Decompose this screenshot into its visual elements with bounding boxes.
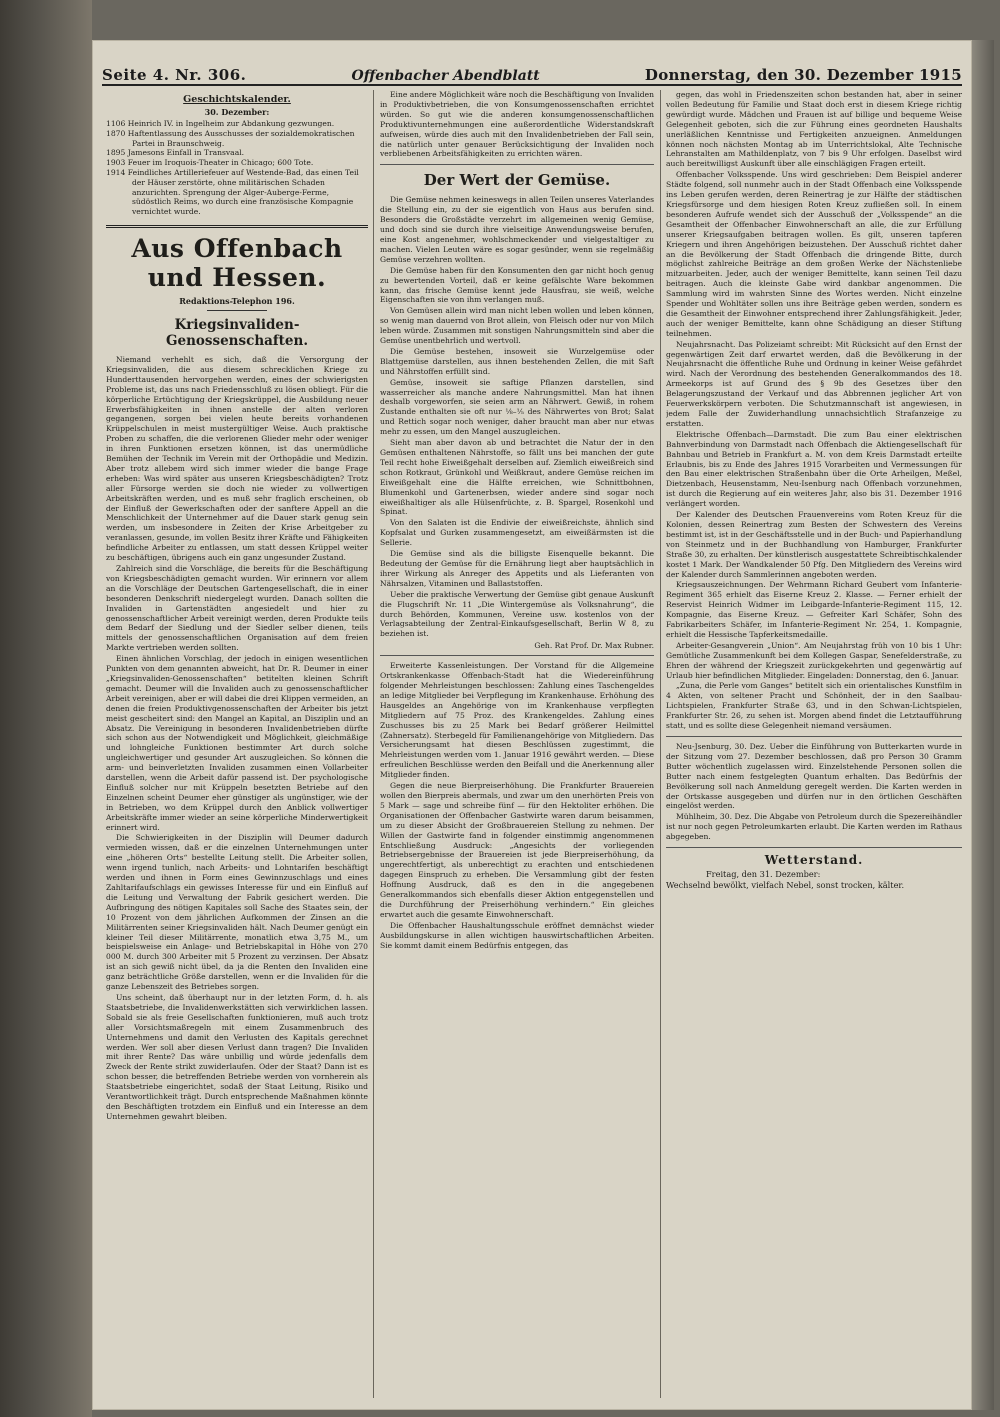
newspaper-page bbox=[92, 40, 972, 1410]
calendar-list bbox=[106, 119, 368, 217]
divider bbox=[380, 164, 654, 165]
paragraph: Von den Salaten ist die Endivie der eiweißreichste, ähnlich sind Kopfsalat und Gurken zusammengesetzt, am eiweißärmsten ist die Sellerie. bbox=[380, 518, 654, 548]
calendar-entry: 1870 Haftentlassung des Ausschusses der sozialdemokratischen Partei in Braunschweig. bbox=[106, 128, 355, 148]
local-news bbox=[666, 90, 962, 842]
paragraph: Die Gemüse bestehen, insoweit sie Wurzelgemüse oder Blattgemüse darstellen, aus ihnen bestehenden Zellen, die mit Saft und Nährstoffen erfüllt sind. bbox=[380, 346, 654, 376]
article-continuation bbox=[380, 90, 654, 159]
section-divider bbox=[106, 225, 368, 228]
article-signature: Geh. Rat Prof. Dr. Max Rubner. bbox=[534, 641, 654, 651]
paragraph: Uns scheint, daß überhaupt nur in der letzten Form, d. h. als Staatsbetriebe, die Invalidenwerkstätten sich verwirklichen lassen. Sobald sie als freie Gesellschaften funktionieren, muß auch trotz aller Vorsichtsmaßregeln mit einem Zusammenbruch des Unternehmens und damit den Verlusten des Kapitals gerechnet werden. Wer soll aber diesen Verlust dann tragen? Die Invaliden mit ihrer Rente? Das wäre unbillig und würde jedenfalls dem Zweck der Rente strikt zuwiderlaufen. Oder der Staat? Dann ist es schon besser, die betreffenden Betriebe werden von vornherein als Staatsbetriebe eingerichtet, sodaß der Staat Leitung, Risiko und Verantwortlichkeit trägt. Durch entsprechende Maßnahmen könnte den Beschäftigten trotzdem ein Einfluß und ein Interesse an dem Unternehmen gewahrt bleiben. bbox=[106, 992, 368, 1121]
weather-title: Wetterstand. bbox=[764, 853, 864, 868]
paragraph: Die Gemüse sind als die billigste Eisenquelle bekannt. Die Bedeutung der Gemüse für die Ernährung liegt aber hauptsächlich in ihrer Wirkung als Anreger des Appetits und als Lieferanten von Nährsalzen, Vitaminen und Ballaststoffen. bbox=[380, 549, 654, 588]
paragraph: Zahlreich sind die Vorschläge, die bereits für die Beschäftigung von Kriegsbeschädigten gemacht wurden. Wir erinnern vor allem an die Vorschläge der Deutschen Gartengesellschaft, die in einer besonderen Denkschrift niedergelegt wurden. Danach sollten die Invaliden in Gartenstädten angesiedelt und hier zu genossenschaftlicher Arbeit vereinigt werden, deren Produkte teils dem Bedarf der Siedlung und der Siedler selber dienen, teils mittels der genossenschaftlichen Organisation auf dem freien Markte vertrieben werden sollten. bbox=[106, 564, 368, 653]
notice: Elektrische Offenbach—Darmstadt. Die zum Bau einer elektrischen Bahnverbindung von Darmstadt nach Offenbach die Aktiengesellschaft für Bahnbau und Betrieb in Frankfurt a. M. von dem Kreis Darmstadt erteilte Erlaubnis, bis zu Ende des Jahres 1915 Vorarbeiten und Vermessungen für den Bau einer elektrischen Straßenbahn über die Orte Arheilgen, Meßel, Dietzenbach, Heusenstamm, Neu-Isenburg nach Offenbach vorzunehmen, ist durch die Regierung auf ein weiteres Jahr, also bis 31. Dezember 1916 verlängert worden. bbox=[666, 429, 962, 509]
calendar-entry: 1914 Feindliches Artilleriefeuer auf Westende-Bad, das einen Teil der Häuser zerstörte, ohne militärischen Schaden anzurichten. Sprengung der Alger-Auberge-Ferme, südöstlich Reims, wo durch eine französische Kompagnie vernichtet wurde. bbox=[106, 167, 359, 217]
divider bbox=[207, 310, 267, 311]
section-title: Aus Offenbach und Hessen. bbox=[131, 233, 343, 292]
page-number: Seite 4. Nr. 306. bbox=[102, 66, 247, 84]
notice: Kriegsauszeichnungen. Der Wehrmann Richard Geubert vom Infanterie-Regiment 365 erhielt das Eiserne Kreuz 2. Klasse. — Ferner erhielt der Reservist Heinrich Widmer im Leibgarde-Infanterie-Regiment 115, 12. Kompagnie, das Eiserne Kreuz. — Gefreiter Karl Schäfer, Sohn des Fabrikarbeiters Schäfer, im Infanterie-Regiment Nr. 254, 1. Kompagnie, erhielt die Hessische Tapferkeitsmedaille. bbox=[666, 580, 962, 639]
notice: Mühlheim, 30. Dez. Die Abgabe von Petroleum durch die Spezereihändler ist nur noch gegen Petroleumkarten erlaubt. Die Karten werden im Rathaus abgegeben. bbox=[666, 812, 962, 842]
notice: Erweiterte Kassenleistungen. Der Vorstand für die Allgemeine Ortskrankenkasse Offenbach-Stadt hat die Wiedereinführung folgender Mehrleistungen beschlossen: Zahlung eines Taschengeldes an ledige Mitglieder bei Verpflegung im Krankenhause. Erhöhung des Hausgeldes an Angehörige von im Krankenhause verpflegten Mitgliedern auf 75 Proz. des Krankengeldes. Zahlung eines Zuschusses bis zu 25 Mark bei Bedarf größerer Heilmittel (Zahnersatz). Sterbegeld für Familienangehörige von Mitgliedern. Das Versicherungsamt hat diesen Beschlüssen zugestimmt, die Mehrleistungen werden vom 1. Januar 1916 gewährt werden. — Diese erfreulichen Beschlüsse werden den Beifall und die Anerkennung aller Mitglieder finden. bbox=[380, 661, 654, 780]
paragraph: Niemand verhehlt es sich, daß die Versorgung der Kriegsinvaliden, die aus diesem schrecklichen Kriege zu Hunderttausenden hervorgehen werden, eines der schwierigsten Probleme ist, das uns nach Friedensschluß zu lösen obliegt. Für die körperliche Ertüchtigung der Kriegskrüppel, die Ausbildung neuer Erwerbsfähigkeiten in ihnen anstelle der alten verloren gegangenen, sorgen bei vielen heute bereits vorhandenen Krüppelschulen in meist mustergültiger Weise. Auch praktische Proben zu schaffen, die die verlorenen Glieder mehr oder weniger in ihren Funktionen ersetzen können, ist das unermüdliche Bemühen der Technik im Verein mit der Orthopädie und Medizin. Aber trotz allebem wird sich immer wieder die bange Frage erheben: Was wird später aus unseren Kriegsbeschädigten? Trotz aller Fürsorge werden sie doch nie wieder zu vollwertigen Arbeitskräften werden, und es muß sehr fraglich erscheinen, ob der Einfluß der Gewerkschaften oder der sanftere Appell an die Menschlichkeit der Unternehmer auf die Dauer stark genug sein werden, um insbesondere in Zeiten der Krise Arbeitgeber zu veranlassen, gesunde, im vollen Besitz ihrer Kräfte und Fähigkeiten befindliche Arbeiter zu entlassen, um statt dessen Krüppel weiter zu beschäftigen, übrigens auch ein ganz ungesunder Zustand. bbox=[106, 354, 368, 563]
book-binding bbox=[0, 0, 92, 1417]
page-header bbox=[102, 58, 962, 86]
notice: Offenbacher Volksspende. Uns wird geschrieben: Dem Beispiel anderer Städte folgend, soll nunmehr auch in der Stadt Offenbach eine Volksspende ins Leben gerufen werden, deren Reinertrag je zur Hälfte der städtischen Kriegsfürsorge und dem hiesigen Roten Kreuz zufließen soll. In einem besonderen Aufrufe wendet sich der Ausschuß der „Volksspende“ an die Gesamtheit der Offenbacher Einwohnerschaft an alle, die zur Erfüllung unserer Kriegsaufgaben beitragen wollen. Es gilt, unseren tapferen Kriegern und ihren Angehörigen beizustehen. Der Ausschuß richtet daher an die Bevölkerung der Stadt Offenbach die dringende Bitte, durch möglichst zahlreiche Beiträge an dem großen Werke der Nächstenliebe mitzuarbeiten. Jeder, auch der weniger Bemittelte, kann seinen Teil dazu beitragen. Auch die kleinste Gabe wird dankbar angenommen. Die Sammlung wird im wahrsten Sinne des Wortes werden. Nicht einzelne Spender und Wohltäter sollen uns ihre Beiträge geben werden, sondern es die Gesamtheit der Einwohner entsprechend ihrer Zahlungsfähigkeit. Jeder, auch der weniger Bemittelte, kann ohne Schädigung an dieser Stiftung teilnehmen. bbox=[666, 170, 962, 338]
paragraph: Sieht man aber davon ab und betrachtet die Natur der in den Gemüsen enthaltenen Nährstoffe, so fällt uns bei manchen der gute Teil recht hohe Eiweißgehalt derselben auf. Ziemlich eiweißreich sind schon Rotkraut, Grünkohl und Weißkraut, andere Gemüse reichen im Eiweißgehalt eine die Hälfte erreichen, wie Schnittbohnen, Blumenkohl und Gartenerbsen, wieder andere sind sogar noch eiweißhaltiger als alle Hülsenfrüchte, z. B. Spargel, Rosenkohl und Spinat. bbox=[380, 438, 654, 517]
paper-title: Offenbacher Abendblatt bbox=[351, 68, 540, 84]
calendar-entry: 1106 Heinrich IV. in Ingelheim zur Abdankung gezwungen. bbox=[106, 119, 335, 128]
weather-date: Freitag, den 31. Dezember: bbox=[706, 869, 821, 880]
paragraph: Die Gemüse nehmen keineswegs in allen Teilen unseres Vaterlandes die Stellung ein, zu der sie eigentlich von Haus aus berufen sind. Besonders die Großstädte verzehrt im allgemeinen wenig Gemüse, und doch sind sie durch ihre vielseitige Anwendungsweise berufen, eine Kost angenehmer, wohlschmeckender und vielgestaltiger zu machen. Vielen Leuten wäre es sogar gesünder, wenn sie regelmäßig Gemüse verzehren wollten. bbox=[380, 195, 654, 264]
calendar-entry: 1895 Jamesons Einfall in Transvaal. bbox=[106, 148, 245, 158]
notice: Die Offenbacher Haushaltungsschule eröffnet demnächst wieder Ausbildungskurse in allen wichtigen hauswirtschaftlichen Arbeiten. Sie kommt damit einem Bedürfnis entgegen, das bbox=[380, 920, 654, 950]
paragraph: Einen ähnlichen Vorschlag, der jedoch in einigen wesentlichen Punkten von dem genannten abweicht, hat Dr. R. Deumer in einer „Kriegsinvaliden-Genossenschaften“ betitelten kleinen Schrift gemacht. Deumer will die Invaliden auch zu genossenschaftlicher Arbeit vereinigen, aber er will dabei die drei Klippen vermeiden, an denen die freien Produktivgenossenschaften der Arbeiter bis jetzt meist gescheitert sind: den Mangel an Kapital, an Disziplin und an Absatz. Die Vereinigung in besonderen Invalidenbetrieben dürfte sich schon aus der Notwendigkeit und Möglichkeit, gleichmäßige und lohngleiche Funktionen bestimmter Art durch solche ungleichwertiger und gesunder Art auszugleichen. So können die arm- und beinverletzten Invaliden zusammen einen Vollarbeiter darstellen, wenn die Arbeit dafür passend ist. Der psychologische Einfluß solcher nur mit Krüppeln besetzten Betriebe auf den Einzelnen scheint Deumer eher günstiger als ungünstiger, wie der in Betrieben, wo dem Krüppel durch den Anblick vollwertiger Arbeitskräfte immer wieder an seine körperliche Minderwertigkeit erinnert wird. bbox=[106, 654, 368, 832]
column-rule bbox=[373, 90, 374, 1398]
issue-date: Donnerstag, den 30. Dezember 1915 bbox=[644, 66, 962, 84]
notice: gegen, das wohl in Friedenszeiten schon bestanden hat, aber in seiner vollen Bedeutung für Familie und Staat doch erst in diesem Kriege richtig gewürdigt wurde. Mädchen und Frauen ist auf billige und bequeme Weise Gelegenheit geboten, sich die zur Führung eines geordneten Haushalts unerläßlichen Kenntnisse und Fertigkeiten anzueignen. Anmeldungen können noch nächsten Montag ab im Unterrichtslokal, Alte Technische Lehranstalten am Mathildenplatz, von 7 bis 9 Uhr erfolgen. Daselbst wird auch bereitwilligst Auskunft über alle einschlägigen Fragen erteilt. bbox=[666, 90, 962, 169]
divider bbox=[666, 847, 962, 848]
notice: Arbeiter-Gesangverein „Union“. Am Neujahrstag früh von 10 bis 1 Uhr: Gemütliche Zusammenkunft bei dem Kollegen Gaspar, Senefelderstraße, zu Ehren der während der Kriegszeit zurückgekehrten und gegenwärtig auf Urlaub hier befindlichen Mitglieder. Eingeladen: Donnerstag, den 6. Januar. bbox=[666, 640, 962, 680]
divider bbox=[380, 655, 654, 656]
calendar-entry: 1903 Feuer im Iroquois-Theater in Chicago; 600 Tote. bbox=[106, 158, 314, 168]
article-body bbox=[106, 355, 368, 1122]
paragraph: Von Gemüsen allein wird man nicht leben wollen und leben können, so wenig man dauernd von Brot allein, von Fleisch oder nur von Milch leben würde. Zusammen mit sonstigen Nahrungsmitteln sind aber die Gemüse unentbehrlich und wertvoll. bbox=[380, 306, 654, 346]
paragraph: Ueber die praktische Verwertung der Gemüse gibt genaue Auskunft die Flugschrift Nr. 11 „Die Wintergemüse als Volksnahrung“, die durch Behörden, Kommunen, Vereine usw. kostenlos von der Verlagsabteilung der Zentral-Einkaufsgesellschaft, Berlin W 8, zu beziehen ist. bbox=[380, 589, 654, 639]
notice: Neujahrsnacht. Das Polizeiamt schreibt: Mit Rücksicht auf den Ernst der gegenwärtigen Zeit darf erwartet werden, daß die Bevölkerung in der Neujahrsnacht die öffentliche Ruhe und Ordnung in keiner Weise gefährdet wird. Nach der Verordnung des bestehenden Generalkommandos des 18. Armeekorps ist auf Grund des § 9b des Gesetzes über den Belagerungszustand der Verkauf und das Abbrennen jeglicher Art von Feuerwerkskörpern verboten. Die Schutzmannschaft ist angewiesen, in jedem Falle der Zuwiderhandlung unnachsichtlich Strafanzeige zu erstatten. bbox=[666, 339, 962, 428]
paragraph: Die Gemüse haben für den Konsumenten den gar nicht hoch genug zu bewertenden Vorteil, daß er keine gefälschte Ware bekommen kann, das frische Gemüse kennt jede Hausfrau, sie weiß, welche Eigenschaften sie von ihm verlangen muß. bbox=[380, 265, 654, 305]
local-notices bbox=[380, 661, 654, 950]
weather-box bbox=[666, 869, 962, 891]
weather-forecast: Wechselnd bewölkt, vielfach Nebel, sonst trocken, kälter. bbox=[666, 880, 905, 891]
notice: Der Kalender des Deutschen Frauenvereins vom Roten Kreuz für die Kolonien, dessen Reinertrag zum Besten der Schwestern des Vereins bestimmt ist, ist in der Geschäftsstelle und in der Buch- und Papierhandlung von Steinmetz und in der Buchhandlung von Hamburger, Frankfurter Straße 30, zu erhalten. Der künstlerisch ausgestattete Schreibtischkalender kostet 1 Mark. Der Wandkalender 50 Pfg. Den Mitgliedern des Vereins wird der Kalender durch Sammlerinnen angeboten werden. bbox=[666, 510, 962, 579]
page-edge bbox=[972, 40, 994, 1410]
notice: „Zuna, die Perle vom Ganges“ betitelt sich ein orientalisches Kunstfilm in 4 Akten, von seltener Pracht und Schönheit, der in den Saalbau-Lichtspielen, Frankfurter Straße 63, und in den Schwan-Lichtspielen, Frankfurter Str. 26, zu sehen ist. Morgen abend findet die Letztaufführung statt, und es sollte diese Gelegenheit niemand versäumen. bbox=[666, 681, 962, 731]
calendar-date: 30. Dezember: bbox=[204, 107, 270, 117]
editorial-phone: Redaktions-Telephon 196. bbox=[179, 295, 295, 306]
article-title: Kriegsinvaliden-Genossenschaften. bbox=[165, 316, 309, 349]
column-rule bbox=[660, 90, 661, 1398]
notice: Neu-Jsenburg, 30. Dez. Ueber die Einführung von Butterkarten wurde in der Sitzung vom 27. Dezember beschlossen, daß pro Person 30 Gramm Butter wöchentlich zugelassen wird. Einzelstehende Personen sollen die Butter nach einem festgelegten Quantum erhalten. Das Bedürfnis der Bevölkerung soll nach Anmeldung geregelt werden. Die Karten werden in der Ortskasse ausgegeben und dürfen nur in den örtlichen Geschäften eingelöst werden. bbox=[666, 742, 962, 811]
divider bbox=[666, 736, 962, 737]
paragraph: Die Schwierigkeiten in der Disziplin will Deumer dadurch vermieden wissen, daß er die einzelnen Unternehmungen unter eine „höheren Orts“ bestellte Leitung stellt. Die Arbeiter sollen, wenn irgend tunlich, nach Arbeits- und Lohntarifen beschäftigt werden und ihnen in Form eines Gewinnzuschlags und eines Zahltarifaufschlags ein gewisses Interesse für und ein Einfluß auf die Leitung und Verwaltung der Fabrik gesichert werden. Die Aufbringung des nötigen Kapitales soll Sache des Staates sein, der 10 Prozent von dem jährlichen Aufkommen der Zinsen an die Militärrenten seiner Kriegsinvaliden hält. Nach Deumer genügt ein kleiner Teil dieser Militärrente, monatlich etwa 3,75 M., um beispielsweise ein Anlage- und Betriebskapital in Höhe von 270 000 M. durch 300 Arbeiter mit 5 Prozent zu verzinsen. Der Absatz ist an sich gewiß nicht übel, da ja die Renten den Invaliden eine ganz beträchtliche Größe darstellen, wenn er die Invaliden für die ganze Lebenszeit des Betriebes sorgen. bbox=[106, 833, 368, 992]
column-1 bbox=[106, 90, 368, 1398]
calendar-title: Geschichtskalender. bbox=[183, 94, 291, 105]
column-3 bbox=[666, 90, 962, 1398]
paragraph: Eine andere Möglichkeit wäre noch die Beschäftigung von Invaliden in Produktivbetrieben, die von Konsumgenossenschaften errichtet würden. So gut wie die anderen konsumgenossenschaftlichen Produktivunternehmungen eine außerordentliche Widerstandskraft aufweisen, würde dies auch mit den Invalidenbetrieben der Fall sein, die natürlich unter genauer Berücksichtigung der Invaliden noch verbliebenen Arbeitsfähigkeiten zu errichten wären. bbox=[380, 90, 654, 159]
column-2 bbox=[380, 90, 654, 1398]
paragraph: Gemüse, insoweit sie saftige Pflanzen darstellen, sind wasserreicher als manche andere Nahrungsmittel. Man hat ihnen deshalb vorgeworfen, sie seien arm an Nährwert. Gewiß, in rohem Zustande enthalten sie oft nur ⅛–⅕ des Nährwertes von Brot; Salat und Rettich sogar noch weniger, daher braucht man aber nur etwas mehr zu essen, um den Mangel auszugleichen. bbox=[380, 377, 654, 437]
article-body bbox=[380, 195, 654, 639]
article-title: Der Wert der Gemüse. bbox=[423, 171, 611, 190]
notice: Gegen die neue Bierpreiserhöhung. Die Frankfurter Brauereien wollen den Bierpreis abermals, und zwar um den unerhörten Preis von 5 Mark — sage und schreibe fünf — für den Hektoliter erhöhen. Die Organisationen der Offenbacher Gastwirte waren darum beisammen, um zu dieser Absicht der Großbrauereien Stellung zu nehmen. Der Willen der Gastwirte fand in folgender einstimmig angenommenen Entschließung Ausdruck: „Angesichts der vorliegenden Betriebsergebnisse der Brauereien ist jede Bierpreiserhöhung, da ungerechtfertigt, als unberechtigt zu erachten und entschiedenen dagegen Einspruch zu erheben. Die Versammlung gibt der festen Hoffnung Ausdruck, daß es den in die angegebenen Generalkommandos sich ebenfalls dieser Aktion entgegenstellen und die Durchführung der Preiserhöhung verhindern.“ Ein gleiches erwartet auch die gesamte Einwohnerschaft. bbox=[380, 781, 654, 919]
